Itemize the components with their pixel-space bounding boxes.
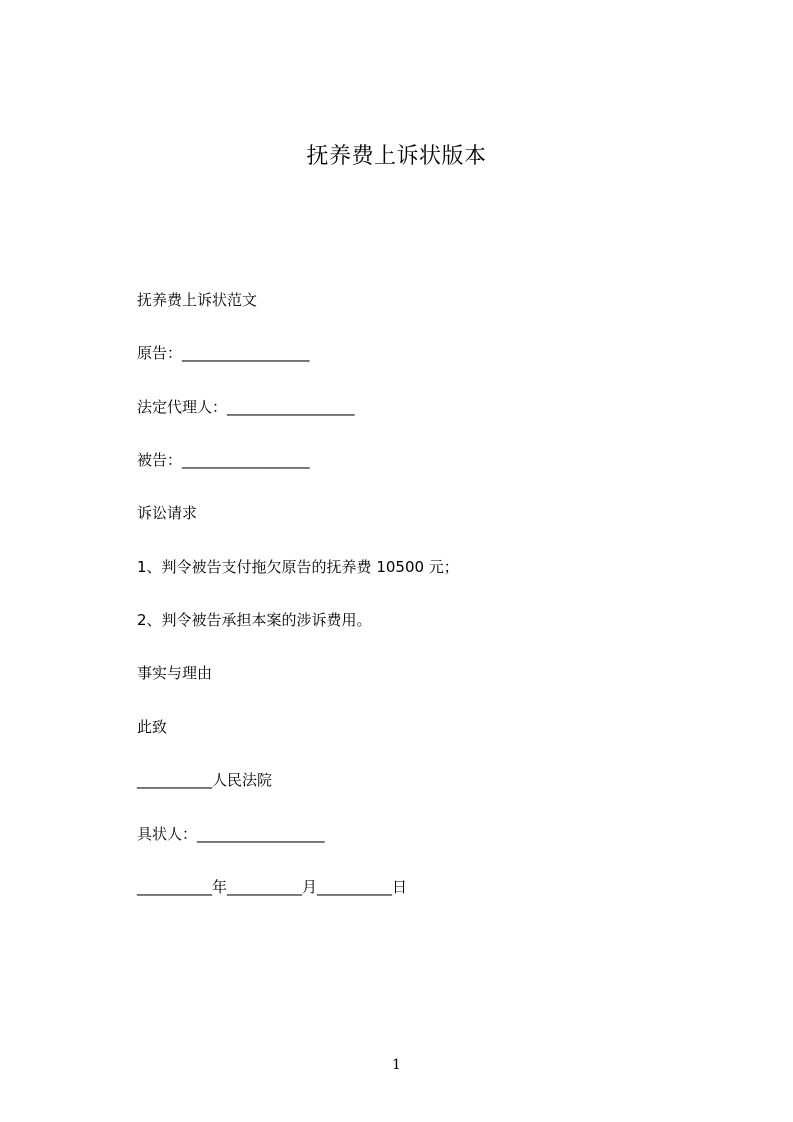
petitioner-line: 具状人：_________________ (137, 825, 325, 843)
facts-heading: 事实与理由 (137, 664, 213, 682)
claims-heading: 诉讼请求 (137, 504, 198, 522)
court-line: __________人民法院 (137, 771, 273, 789)
page-number: 1 (392, 1057, 401, 1073)
salutation: 此致 (137, 718, 168, 736)
document-heading: 抚养费上诉状范文 (137, 291, 258, 309)
date-line: __________年__________月__________日 (137, 878, 408, 896)
claim-item-2: 2、判令被告承担本案的涉诉费用。 (137, 611, 372, 629)
defendant-line: 被告：_________________ (137, 451, 310, 469)
claim-item-1: 1、判令被告支付拖欠原告的抚养费 10500 元； (137, 558, 459, 576)
plaintiff-line: 原告：_________________ (137, 344, 310, 362)
document-title: 抚养费上诉状版本 (306, 144, 487, 169)
legal-representative-line: 法定代理人：_________________ (137, 398, 355, 416)
